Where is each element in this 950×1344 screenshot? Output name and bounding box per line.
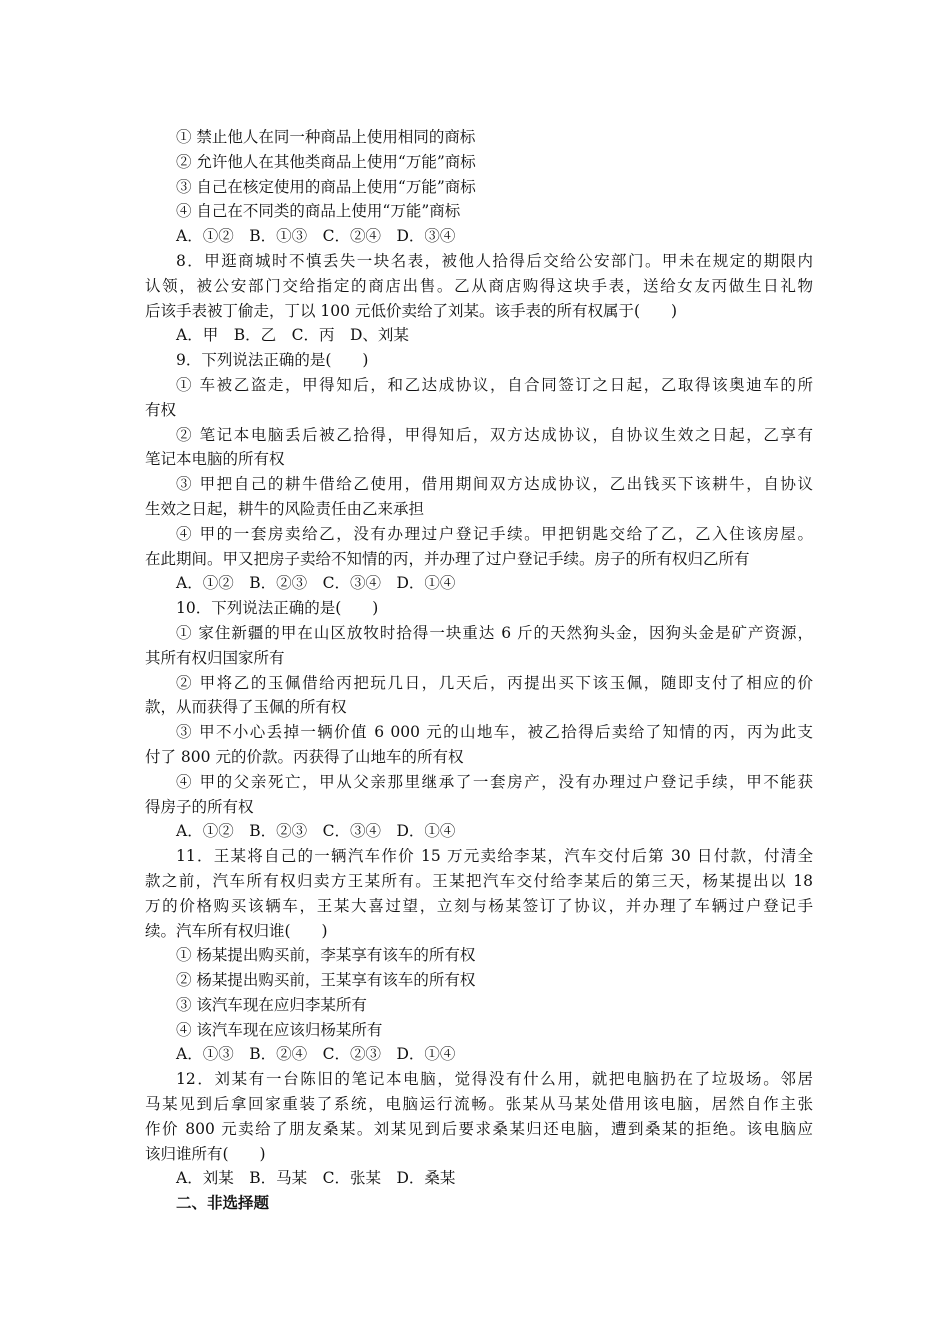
q7-answer-choices: A．①② B．①③ C．②④ D．③④ xyxy=(176,227,456,246)
section-title: 二、非选择题 xyxy=(176,1193,270,1213)
q10-answer-choices: A．①② B．②③ C．③④ D．①④ xyxy=(176,822,456,841)
q8-line-2: 认领，被公安部门交给指定的商店出售。乙从商店购得这块手表，送给女友丙做生日礼物 xyxy=(145,276,813,295)
q9-line-5: ③ 甲把自己的耕牛借给乙使用，借用期间双方达成协议，乙出钱买下该耕牛，自协议 xyxy=(176,475,813,494)
q10-line-1: ① 家住新疆的甲在山区放牧时拾得一块重达 6 斤的天然狗头金，因狗头金是矿产资源， xyxy=(176,623,813,642)
q7-option-2: ② 允许他人在其他类商品上使用“万能”商标 xyxy=(176,152,476,171)
q10-line-8: 得房子的所有权 xyxy=(145,797,254,816)
q8-answer-choices: A．甲 B．乙 C．丙 D、刘某 xyxy=(176,326,409,345)
q12-line-3: 作价 800 元卖给了朋友桑某。刘某见到后要求桑某归还电脑，遭到桑某的拒绝。该电脑应 xyxy=(145,1119,813,1138)
q9-stem: 9．下列说法正确的是( ) xyxy=(176,351,369,370)
q10-line-5: ③ 甲不小心丢掉一辆价值 6 000 元的山地车，被乙拾得后卖给了知情的丙，丙为此支 xyxy=(176,723,813,742)
q10-line-6: 付了 800 元的价款。丙获得了山地车的所有权 xyxy=(145,747,464,766)
q12-line-1: 12．刘某有一台陈旧的笔记本电脑，觉得没有什么用，就把电脑扔在了垃圾场。邻居 xyxy=(176,1070,813,1089)
q12-answer-choices: A．刘某 B．马某 C．张某 D．桑某 xyxy=(176,1169,456,1188)
q7-option-3: ③ 自己在核定使用的商品上使用“万能”商标 xyxy=(176,177,476,196)
q10-line-7: ④ 甲的父亲死亡，甲从父亲那里继承了一套房产，没有办理过户登记手续，甲不能获 xyxy=(176,772,813,791)
q11-line-2: 款之前，汽车所有权归卖方王某所有。王某把汽车交付给李某后的第三天，杨某提出以 18 xyxy=(145,871,813,890)
q8-line-1: 8．甲逛商城时不慎丢失一块名表，被他人拾得后交给公安部门。甲未在规定的期限内 xyxy=(176,251,813,270)
q9-line-8: 在此期间。甲又把房子卖给不知情的丙，并办理了过户登记手续。房子的所有权归乙所有 xyxy=(145,549,750,568)
q7-option-1: ① 禁止他人在同一种商品上使用相同的商标 xyxy=(176,128,476,146)
q11-option-1: ① 杨某提出购买前，李某享有该车的所有权 xyxy=(176,946,476,965)
q8-line-3: 后该手表被丁偷走，丁以 100 元低价卖给了刘某。该手表的所有权属于( ) xyxy=(145,301,678,320)
q9-answer-choices: A．①② B．②③ C．③④ D．①④ xyxy=(176,574,456,593)
q9-line-3: ② 笔记本电脑丢后被乙拾得，甲得知后，双方达成协议，自协议生效之日起，乙享有 xyxy=(176,425,813,444)
q12-line-4: 该归谁所有( ) xyxy=(145,1144,266,1163)
q7-option-4: ④ 自己在不同类的商品上使用“万能”商标 xyxy=(176,202,461,221)
q10-line-3: ② 甲将乙的玉佩借给丙把玩几日，几天后，丙提出买下该玉佩，随即支付了相应的价 xyxy=(176,673,813,692)
q12-line-2: 马某见到后拿回家重装了系统，电脑运行流畅。张某从马某处借用该电脑，居然自作主张 xyxy=(145,1095,813,1114)
q11-answer-choices: A．①③ B．②④ C．②③ D．①④ xyxy=(176,1045,456,1064)
q10-stem: 10．下列说法正确的是( ) xyxy=(176,599,379,618)
exam-page xyxy=(145,125,813,1216)
q9-line-7: ④ 甲的一套房卖给乙，没有办理过户登记手续。甲把钥匙交给了乙，乙入住该房屋。 xyxy=(176,524,813,543)
q11-line-4: 续。汽车所有权归谁( ) xyxy=(145,921,328,940)
q9-line-4: 笔记本电脑的所有权 xyxy=(145,450,285,469)
q10-line-4: 款，从而获得了玉佩的所有权 xyxy=(145,698,347,717)
q10-line-2: 其所有权归国家所有 xyxy=(145,648,285,667)
q11-line-3: 万的价格购买该辆车，王某大喜过望，立刻与杨某签订了协议，并办理了车辆过户登记手 xyxy=(145,896,813,915)
q11-option-4: ④ 该汽车现在应该归杨某所有 xyxy=(176,1020,383,1039)
q11-option-2: ② 杨某提出购买前，王某享有该车的所有权 xyxy=(176,971,476,990)
q11-option-3: ③ 该汽车现在应归李某所有 xyxy=(176,995,367,1014)
q11-line-1: 11．王某将自己的一辆汽车作价 15 万元卖给李某，汽车交付后第 30 日付款，付清全 xyxy=(176,847,813,866)
q9-line-2: 有权 xyxy=(145,400,177,419)
q9-line-1: ① 车被乙盗走，甲得知后，和乙达成协议，自合同签订之日起，乙取得该奥迪车的所 xyxy=(176,375,813,394)
q9-line-6: 生效之日起，耕牛的风险责任由乙来承担 xyxy=(145,499,425,518)
